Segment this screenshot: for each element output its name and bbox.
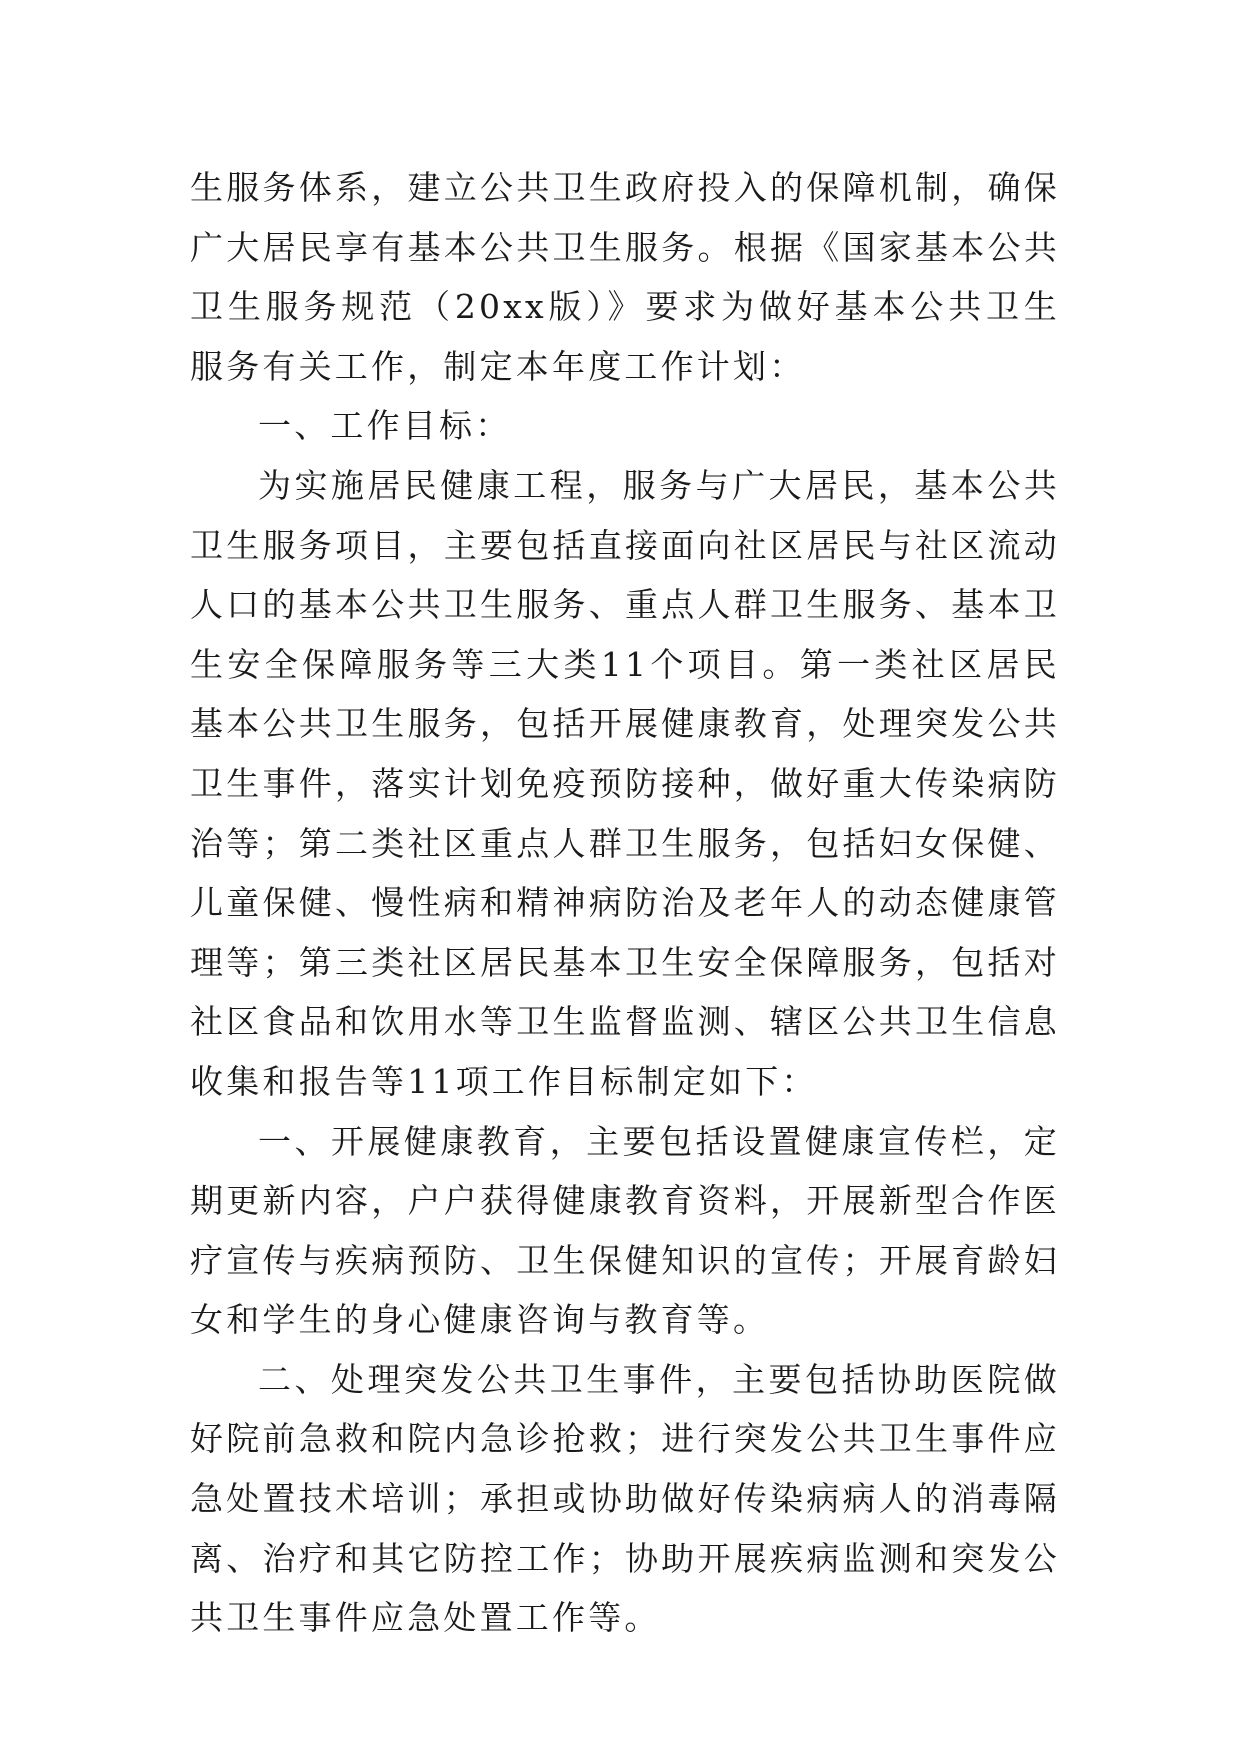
paragraph-health-education: 一、开展健康教育，主要包括设置健康宣传栏，定期更新内容，户户获得健康教育资料，开展新型合作医疗宣传与疾病预防、卫生保健知识的宣传；开展育龄妇女和学生的身心健康咨询与教育等。 (190, 1121, 1060, 1340)
document-body (190, 158, 1060, 1648)
paragraph-goals-overview: 为实施居民健康工程，服务与广大居民，基本公共卫生服务项目，主要包括直接面向社区居民与社区流动人口的基本公共卫生服务、重点人群卫生服务、基本卫生安全保障服务等三大类11个项目。第一类社区居民基本公共卫生服务，包括开展健康教育，处理突发公共卫生事件，落实计划免疫预防接种，做好重大传染病防治等；第二类社区重点人群卫生服务，包括妇女保健、儿童保健、慢性病和精神病防治及老年人的动态健康管理等；第三类社区居民基本卫生安全保障服务，包括对社区食品和饮用水等卫生监督监测、辖区公共卫生信息收集和报告等11项工作目标制定如下： (190, 465, 1060, 1101)
paragraph-section-heading-goals: 一、工作目标： (258, 406, 512, 446)
paragraph-intro-continuation: 生服务体系，建立公共卫生政府投入的保障机制，确保广大居民享有基本公共卫生服务。根据《国家基本公共卫生服务规范（20xx版）》要求为做好基本公共卫生服务有关工作，制定本年度工作计划： (190, 168, 1060, 386)
paragraph-public-health-emergency: 二、处理突发公共卫生事件，主要包括协助医院做好院前急救和院内急诊抢救；进行突发公共卫生事件应急处置技术培训；承担或协助做好传染病病人的消毒隔离、治疗和其它防控工作；协助开展疾病监测和突发公共卫生事件应急处置工作等。 (190, 1359, 1060, 1638)
